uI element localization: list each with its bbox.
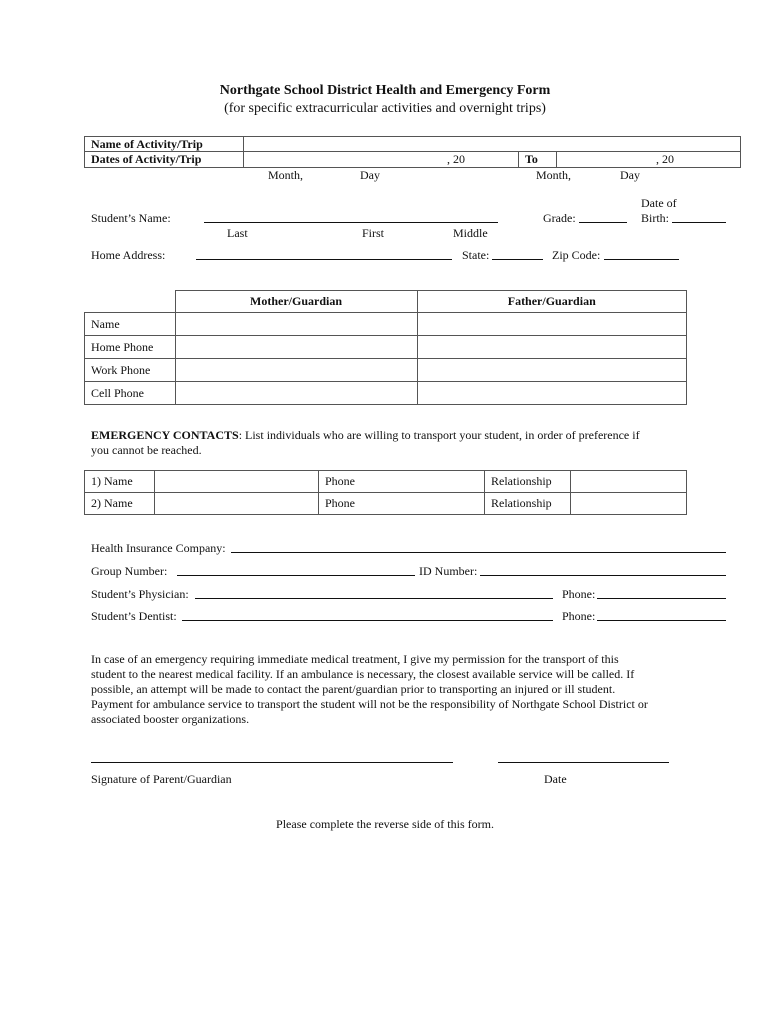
date-line[interactable] — [498, 762, 669, 763]
contact-phone-label: Phone — [319, 471, 485, 493]
signature-label: Signature of Parent/Guardian — [91, 772, 232, 786]
emergency-description-line2: you cannot be reached. — [91, 443, 202, 457]
physician-phone-label: Phone: — [562, 587, 596, 601]
year-from-label: , 20 — [447, 152, 465, 166]
middle-caption: Middle — [453, 226, 488, 240]
student-name-line[interactable] — [204, 222, 498, 223]
mother-cell-phone-field[interactable] — [175, 382, 417, 405]
mother-name-field[interactable] — [175, 313, 417, 336]
father-header: Father/Guardian — [417, 291, 687, 313]
month-caption-2: Month, — [536, 168, 572, 182]
activity-name-field[interactable] — [244, 137, 741, 152]
grade-line[interactable] — [579, 222, 627, 223]
zip-line[interactable] — [604, 259, 679, 260]
home-address-label: Home Address: — [91, 248, 166, 262]
group-number-label: Group Number: — [91, 564, 168, 578]
emergency-table — [84, 470, 687, 515]
id-number-line[interactable] — [480, 575, 726, 576]
consent-line: In case of an emergency requiring immediate medical treatment, I give my permission for the transport of this — [91, 652, 619, 666]
dentist-phone-label: Phone: — [562, 609, 596, 623]
mother-work-phone-field[interactable] — [175, 359, 417, 382]
father-work-phone-field[interactable] — [417, 359, 687, 382]
guardian-row-label: Name — [85, 313, 176, 336]
day-caption: Day — [360, 168, 380, 182]
consent-line: associated booster organizations. — [91, 712, 250, 726]
date-from-field[interactable] — [244, 152, 519, 168]
insurance-company-line[interactable] — [231, 552, 726, 553]
insurance-company-label: Health Insurance Company: — [91, 541, 226, 555]
guardian-row-label: Work Phone — [85, 359, 176, 382]
date-to-field[interactable] — [557, 152, 741, 168]
contact-phone-label: Phone — [319, 493, 485, 515]
day-caption-2: Day — [620, 168, 640, 182]
physician-phone-line[interactable] — [597, 598, 726, 599]
last-caption: Last — [227, 226, 248, 240]
guardian-row-label: Home Phone — [85, 336, 176, 359]
state-label: State: — [462, 248, 490, 262]
contact-2-name-field[interactable] — [155, 493, 319, 515]
form-subtitle: (for specific extracurricular activities and overnight trips) — [224, 101, 546, 116]
consent-paragraph — [91, 652, 691, 727]
year-to-label: , 20 — [656, 152, 674, 166]
father-cell-phone-field[interactable] — [417, 382, 687, 405]
contact-2-relationship-field[interactable] — [571, 493, 687, 515]
contact-name-label: 2) Name — [85, 493, 155, 515]
dob-label-line2: Birth: — [641, 211, 670, 225]
id-number-label: ID Number: — [419, 564, 478, 578]
signature-line[interactable] — [91, 762, 453, 763]
student-name-label: Student’s Name: — [91, 211, 171, 225]
emergency-description-text: : List individuals who are willing to transport your student, in order of preference if — [238, 428, 640, 442]
home-address-line[interactable] — [196, 259, 452, 260]
contact-1-relationship-field[interactable] — [571, 471, 687, 493]
father-name-field[interactable] — [417, 313, 687, 336]
form-title: Northgate School District Health and Emergency Form — [219, 83, 551, 98]
consent-line: possible, an attempt will be made to contact the parent/guardian prior to transporting an injured or ill student. — [91, 682, 616, 696]
emergency-heading: EMERGENCY CONTACTS — [91, 428, 239, 442]
activity-name-label: Name of Activity/Trip — [85, 137, 244, 152]
grade-label: Grade: — [543, 211, 576, 225]
consent-line: student to the nearest medical facility. If an ambulance is necessary, the closest available service will be called. If — [91, 667, 635, 681]
month-caption: Month, — [268, 168, 304, 182]
dentist-label: Student’s Dentist: — [91, 609, 177, 623]
mother-header: Mother/Guardian — [175, 291, 417, 313]
physician-line[interactable] — [195, 598, 553, 599]
dob-label-line1: Date of — [641, 196, 677, 210]
state-line[interactable] — [492, 259, 543, 260]
activity-dates-label: Dates of Activity/Trip — [85, 152, 244, 168]
date-label: Date — [544, 772, 567, 786]
contact-1-name-field[interactable] — [155, 471, 319, 493]
contact-name-label: 1) Name — [85, 471, 155, 493]
trip-table — [84, 136, 741, 168]
dob-line[interactable] — [672, 222, 726, 223]
contact-relationship-label: Relationship — [485, 471, 571, 493]
father-home-phone-field[interactable] — [417, 336, 687, 359]
first-caption: First — [362, 226, 385, 240]
guardian-corner — [85, 291, 176, 313]
consent-line: Payment for ambulance service to transport the student will not be the responsibility of Northgate School District or — [91, 697, 648, 711]
physician-label: Student’s Physician: — [91, 587, 189, 601]
dentist-line[interactable] — [182, 620, 553, 621]
to-label: To — [519, 152, 557, 168]
reverse-side-note: Please complete the reverse side of this form. — [276, 817, 494, 831]
dentist-phone-line[interactable] — [597, 620, 726, 621]
group-number-line[interactable] — [177, 575, 415, 576]
guardian-row-label: Cell Phone — [85, 382, 176, 405]
emergency-description — [91, 428, 640, 443]
contact-relationship-label: Relationship — [485, 493, 571, 515]
zip-label: Zip Code: — [552, 248, 601, 262]
mother-home-phone-field[interactable] — [175, 336, 417, 359]
guardian-table — [84, 290, 687, 405]
